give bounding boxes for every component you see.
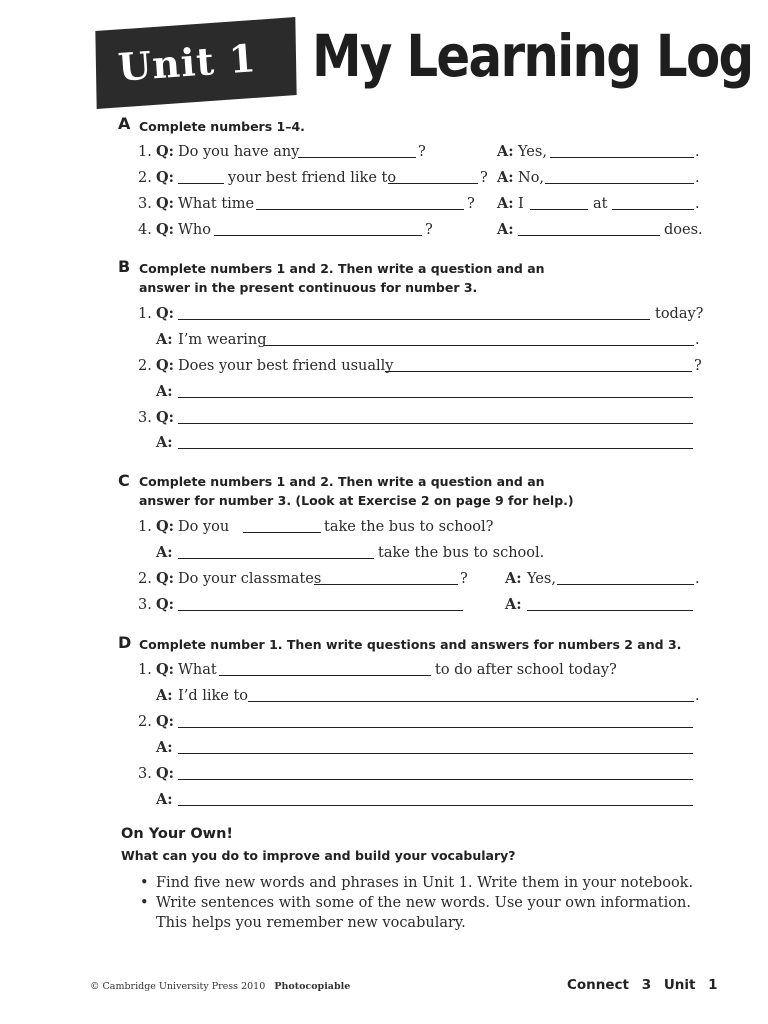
section-a-letter: A xyxy=(118,114,131,133)
answer-blank[interactable] xyxy=(178,764,693,780)
section-b-row-5: 3. Q: xyxy=(0,408,768,428)
page-title: My Learning Log xyxy=(312,22,753,90)
section-c-row-2: A: take the bus to school. xyxy=(156,544,545,561)
section-d-instruction: Complete number 1. Then write questions and answers for numbers 2 and 3. xyxy=(139,637,682,652)
section-d-letter: D xyxy=(118,633,132,652)
answer-blank[interactable] xyxy=(612,194,694,210)
answer-blank[interactable] xyxy=(178,790,693,806)
bullet-icon: • xyxy=(140,895,149,911)
section-b-row-2: A: I’m wearing . xyxy=(156,331,700,348)
answer-blank[interactable] xyxy=(178,433,693,449)
section-a-item-4: 4. Q: Who ? A: does. xyxy=(138,221,703,238)
answer-blank[interactable] xyxy=(178,543,374,559)
answer-blank[interactable] xyxy=(518,220,660,236)
answer-blank[interactable] xyxy=(243,517,321,533)
answer-blank[interactable] xyxy=(256,194,464,210)
section-b-row-1: 1. Q: today? xyxy=(138,305,704,322)
section-b-row-6: A: xyxy=(0,433,768,453)
section-c-row-3: 2. Q: Do your classmates ? A: Yes, . xyxy=(138,570,700,587)
answer-blank[interactable] xyxy=(214,220,422,236)
answer-blank[interactable] xyxy=(557,569,694,585)
answer-blank[interactable] xyxy=(178,168,224,184)
answer-blank[interactable] xyxy=(219,660,431,676)
footer-book-unit: Connect 3 Unit 1 xyxy=(567,977,718,993)
section-b-row-4: A: xyxy=(0,382,768,402)
answer-blank[interactable] xyxy=(178,738,693,754)
section-b-instruction: Complete numbers 1 and 2. Then write a question and an answer in the present continuous for number 3. xyxy=(139,261,545,295)
answer-blank[interactable] xyxy=(527,595,693,611)
answer-blank[interactable] xyxy=(385,356,692,372)
answer-blank[interactable] xyxy=(248,686,694,702)
section-a-item-3: 3. Q: What time ? A: I at . xyxy=(138,195,700,212)
section-d-row-1: 1. Q: What to do after school today? xyxy=(138,661,617,678)
answer-blank[interactable] xyxy=(550,142,694,158)
answer-blank[interactable] xyxy=(530,194,588,210)
section-a-item-1: 1. Q: Do you have any ? A: Yes, . xyxy=(138,143,700,160)
answer-blank[interactable] xyxy=(178,382,693,398)
section-c-letter: C xyxy=(118,471,130,490)
section-a-item-2: 2. Q: your best friend like to ? A: No, . xyxy=(138,169,700,186)
section-c-row-4: 3. Q: A: xyxy=(0,595,768,615)
section-d-row-3: 2. Q: xyxy=(0,712,768,732)
section-c-instruction: Complete numbers 1 and 2. Then write a question and an answer for number 3. (Look at Exercise 2 on page 9 for help.) xyxy=(139,474,574,508)
on-your-own-question: What can you do to improve and build your vocabulary? xyxy=(121,848,516,863)
section-c-row-1: 1. Q: Do you take the bus to school? xyxy=(138,518,494,535)
answer-blank[interactable] xyxy=(388,168,478,184)
section-d-row-2: A: I’d like to . xyxy=(156,687,700,704)
footer-copyright: © Cambridge University Press 2010 Photocopiable xyxy=(90,981,351,992)
answer-blank[interactable] xyxy=(178,408,693,424)
answer-blank[interactable] xyxy=(298,142,416,158)
answer-blank[interactable] xyxy=(264,330,694,346)
answer-blank[interactable] xyxy=(314,569,458,585)
section-b-letter: B xyxy=(118,257,131,276)
unit-label: Unit 1 xyxy=(116,35,258,90)
answer-blank[interactable] xyxy=(178,595,463,611)
section-d-row-5: 3. Q: xyxy=(0,764,768,784)
on-your-own-title: On Your Own! xyxy=(121,826,234,842)
section-d-row-6: A: xyxy=(0,790,768,810)
section-d-row-4: A: xyxy=(0,738,768,758)
section-b-row-3: 2. Q: Does your best friend usually ? xyxy=(138,357,702,374)
section-a-instruction: Complete numbers 1–4. xyxy=(139,119,305,134)
bullet-icon: • xyxy=(140,875,149,891)
answer-blank[interactable] xyxy=(178,712,693,728)
answer-blank[interactable] xyxy=(545,168,694,184)
answer-blank[interactable] xyxy=(178,304,650,320)
